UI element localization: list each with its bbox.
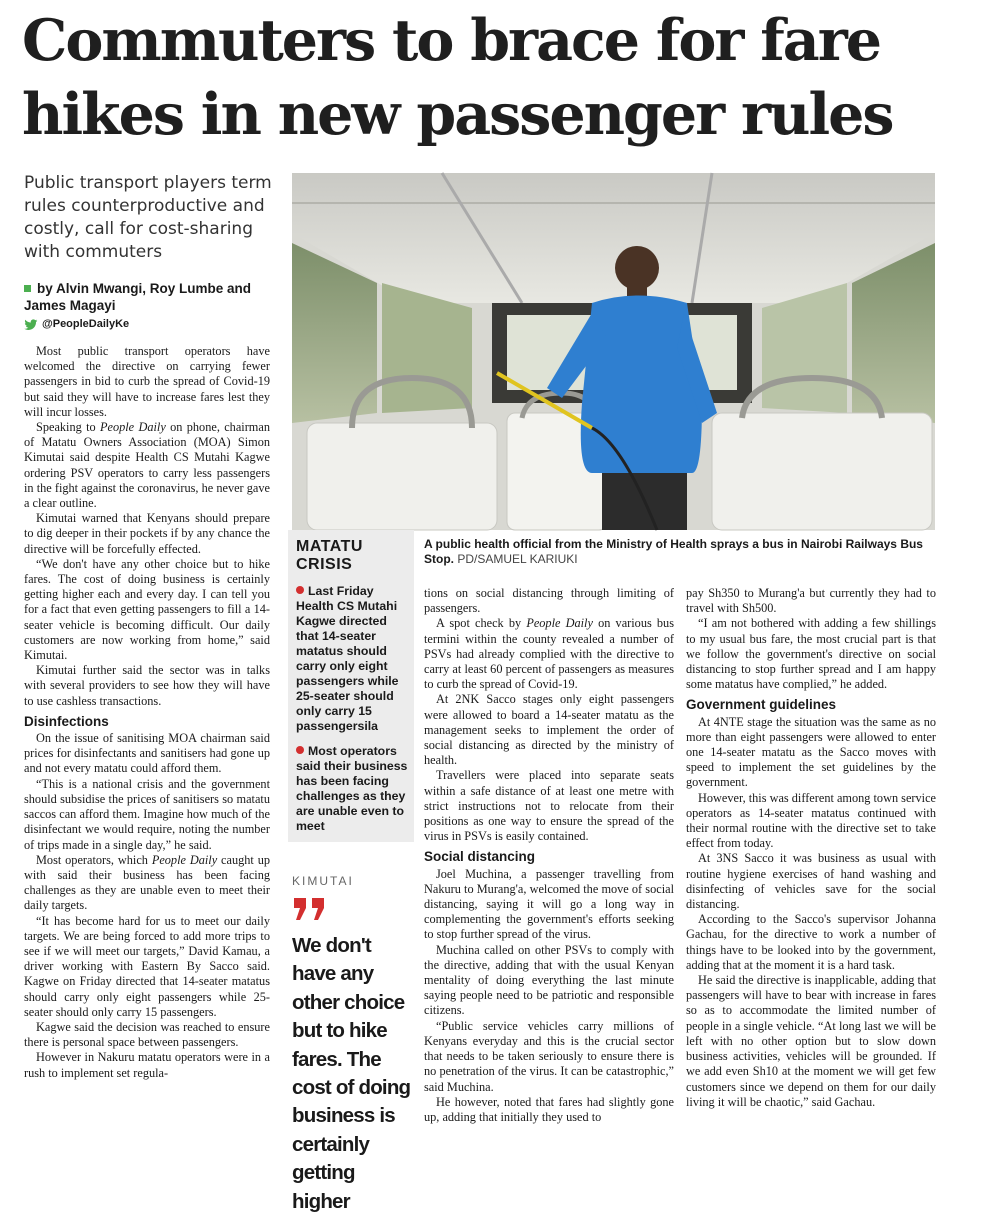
paragraph: Kagwe said the decision was reached to ensure there is personal space between passengers.	[24, 1019, 270, 1050]
byline-square-icon	[24, 285, 31, 292]
paragraph: Muchina called on other PSVs to comply with the directive, adding that with the usual Kenyan mentality of doing everything the last minute saying people need to be patriotic and responsible citizens.	[424, 942, 674, 1018]
caption-text: A public health official from the Ministry of Health sprays a bus in Nairobi Railways Bus Stop.	[424, 537, 923, 566]
paragraph: tions on social distancing through limiting of passengers.	[424, 586, 674, 616]
paragraph: At 4NTE stage the situation was the same as no more than eight passengers were allowed to enter one 14-seater matatu as the Sacco moves with speed to implement the set guidelines by the government.	[686, 714, 936, 790]
paragraph: Travellers were placed into separate seats within a safe distance of at least one metre with strict instructions not to relocate from their positions as one way to ensure the spread of the virus in PSVs is easily contained.	[424, 768, 674, 844]
sidebar-item: Most operators said their business has been facing challenges as they are unable even to meet	[296, 744, 408, 833]
headline-line-2: hikes in new passenger rules	[22, 81, 893, 148]
twitter-handle[interactable]	[24, 316, 286, 333]
subheading-government-guidelines: Government guidelines	[686, 697, 837, 713]
subheading-social-distancing: Social distancing	[424, 849, 536, 865]
byline-authors: by Alvin Mwangi, Roy Lumbe and James Magayi	[24, 281, 252, 313]
bus-interior-illustration	[292, 173, 935, 530]
paragraph: “This is a national crisis and the government should subsidise the prices of sanitisers so matatu saccos can afford them. Imagine how much of the disinfectant we would require, noting the number of trips made in a single day,” he said.	[24, 776, 270, 852]
red-bullet-icon	[296, 586, 304, 594]
standfirst: Public transport players term rules counterproductive and costly, call for cost-sharing with commuters	[24, 173, 272, 262]
paragraph: However, this was different among town service operators as 14-seater matatus continued with their normal routine with the directive set to take effect from today.	[686, 790, 936, 851]
paragraph: “It has become hard for us to meet our daily targets. We are being forced to add more trips to see if we will meet our targets,” David Kamau, a driver working with Eastern By Sacco said. Kagwe on Friday directed that 14-seater matatus should carry only eight passengers while 25-seater should only carry 15 passengers.	[24, 913, 270, 1019]
paragraph: Kimutai further said the sector was in talks with several providers to see how they will have to use cashless transactions.	[24, 663, 270, 708]
paragraph: However in Nakuru matatu operators were in a rush to implement set regula-	[24, 1050, 270, 1080]
paragraph: At 2NK Sacco stages only eight passengers were allowed to board a 14-seater matatu as the management seeks to implement the order of social distancing as directed by the ministry of health.	[424, 692, 674, 768]
article-column-3	[424, 586, 674, 1125]
paragraph: According to the Sacco's supervisor Johanna Gachau, for the directive to work a number of things have to be looked into by the government, adding that at the moment it is a hard task.	[686, 912, 936, 972]
article-column-4	[686, 586, 936, 1110]
paragraph: Joel Muchina, a passenger travelling from Nakuru to Murang'a, welcomed the move of social distancing, saying it will go a long way in complementing the government's efforts seeking to stop further spread of the virus.	[424, 866, 674, 942]
subheading-disinfections: Disinfections	[24, 713, 109, 729]
photo-credit: PD/SAMUEL KARIUKI	[457, 552, 578, 566]
twitter-icon	[24, 319, 38, 331]
paragraph: A spot check by People Daily on various bus termini within the county revealed a number of PSVs had already complied with the directive to carry at least 60 percent of passengers as measures to curb the spread of Covid-19.	[424, 616, 674, 692]
pull-quote	[292, 874, 416, 1216]
matatu-crisis-sidebar	[288, 530, 414, 842]
article-column-1	[24, 344, 270, 1081]
photo-caption	[424, 537, 936, 567]
headline	[22, 4, 962, 152]
paragraph: pay Sh350 to Murang'a but currently they had to travel with Sh500.	[686, 586, 936, 616]
paragraph: Kimutai warned that Kenyans should prepare to dig deeper in their pockets if by any chance the directive will be forcefully effected.	[24, 511, 270, 556]
bus-photo	[292, 173, 935, 530]
paragraph: “Public service vehicles carry millions of Kenyans everyday and this is the crucial sector that needs to be taken seriously to ensure there is no penetration of the virus. It can be catastrophic,” said Muchina.	[424, 1018, 674, 1094]
sidebar-item: Last Friday Health CS Mutahi Kagwe directed that 14-seater matatus should carry only eight passengers while 25-seater should only carry 15 passengersila	[296, 584, 399, 733]
quote-mark-icon	[292, 896, 328, 922]
paragraph: “We don't have any other choice but to hike fares. The cost of doing business is certainly getting higher each and every day. I can tell you for a fact that even getting passengers to fill a 14-seater vehicle is becoming difficult. Our daily customers are now working from home,” said Kimutai.	[24, 556, 270, 663]
byline	[24, 280, 286, 333]
paragraph: On the issue of sanitising MOA chairman said prices for disinfectants and sanitisers had gone up and not every matatu could afford them.	[24, 731, 270, 776]
pull-quote-text: We don't have any other choice but to hike fares. The cost of doing business is certainly getting higher	[292, 934, 411, 1213]
paragraph: Speaking to People Daily on phone, chairman of Matatu Owners Association (MOA) Simon Kimutai said despite Health CS Mutahi Kagwe ordering PSV operators to carry less passengers in the fight against the coronavirus, he never gave a clear outline.	[24, 420, 270, 511]
red-bullet-icon	[296, 746, 304, 754]
paragraph: Most operators, which People Daily caught up with said their business has been facing challenges as they are unable even to meet their daily targets.	[24, 852, 270, 913]
paragraph: At 3NS Sacco it was business as usual with routine hygiene exercises of hand washing and disinfecting of vehicles save for the social distancing.	[686, 851, 936, 912]
paragraph: He said the directive is inapplicable, adding that passengers will have to bear with increase in fares so as to accommodate the limited number of people in a single vehicle. “At long last we will be left with no other option but to slow down business activities, vehicles will be grounded. If we add even Sh10 at the moment we will get few customers since we depend on them for our daily living it will be chaotic,” said Gachau.	[686, 973, 936, 1109]
paragraph: He however, noted that fares had slightly gone up, adding that initially they used to	[424, 1094, 674, 1124]
paragraph: Most public transport operators have welcomed the directive on carrying fewer passengers in bid to curb the spread of Covid-19 but said they will have to increase fares lest they will incur losses.	[24, 344, 270, 419]
pull-quote-label: KIMUTAI	[292, 874, 354, 888]
headline-line-1: Commuters to brace for fare	[22, 7, 880, 74]
twitter-handle-text: @PeopleDailyKe	[42, 318, 130, 330]
paragraph: “I am not bothered with adding a few shillings to my usual bus fare, the most crucial part is that we follow the government's directive on social distancing to stop further spread and I am happy some matatus have complied,” he added.	[686, 616, 936, 692]
sidebar-title: MATATU CRISIS	[296, 538, 363, 573]
